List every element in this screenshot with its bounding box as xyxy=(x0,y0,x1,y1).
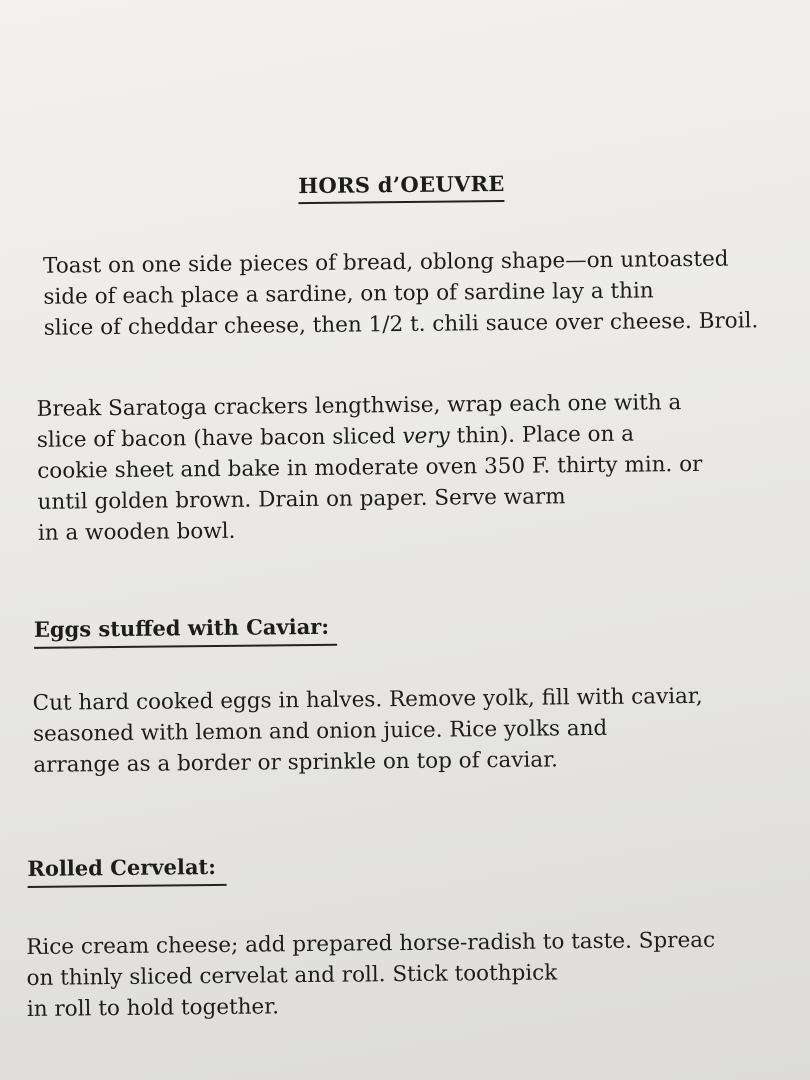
text-line: in roll to hold together. xyxy=(26,994,280,1022)
text-line: arrange as a border or sprinkle on top of caviar. xyxy=(33,747,559,778)
text-line: on thinly sliced cervelat and roll. Stick toothpick xyxy=(26,960,558,991)
text-line: Toast on one side pieces of bread, oblong shape—on untoasted xyxy=(42,246,729,279)
text-line: Cut hard cooked eggs in halves. Remove yolk, fill with caviar, xyxy=(32,683,703,716)
text-line: until golden brown. Drain on paper. Serve warm xyxy=(37,484,566,515)
text-line: cookie sheet and bake in moderate oven 350 F. thirty min. or xyxy=(37,451,703,484)
recipe-bacon-crackers xyxy=(36,387,703,549)
text-line: seasoned with lemon and onion juice. Rice yolks and xyxy=(32,715,608,747)
text-line: Break Saratoga crackers lengthwise, wrap each one with a xyxy=(36,390,682,422)
page-title: HORS d’OEUVRE xyxy=(298,171,505,204)
recipe-rolled-cervelat xyxy=(26,925,716,1025)
section-heading-eggs: Eggs stuffed with Caviar: xyxy=(34,614,337,649)
text-fragment: slice of bacon (have bacon sliced xyxy=(36,424,403,453)
recipe-eggs-caviar xyxy=(33,681,704,781)
section-heading-cervelat: Rolled Cervelat: xyxy=(27,854,226,888)
text-line: in a wooden bowl. xyxy=(37,518,236,546)
recipe-sardine-toast xyxy=(43,243,758,343)
text-fragment: thin). Place on a xyxy=(449,421,635,449)
text-line: Rice cream cheese; add prepared horse-radish to taste. Spreac xyxy=(26,927,716,960)
text-line: slice of cheddar cheese, then 1/2 t. chili sauce over cheese. Broil. xyxy=(43,308,759,341)
emphasis-text: very xyxy=(402,423,450,450)
text-line: side of each place a sardine, on top of sardine lay a thin xyxy=(43,278,654,310)
